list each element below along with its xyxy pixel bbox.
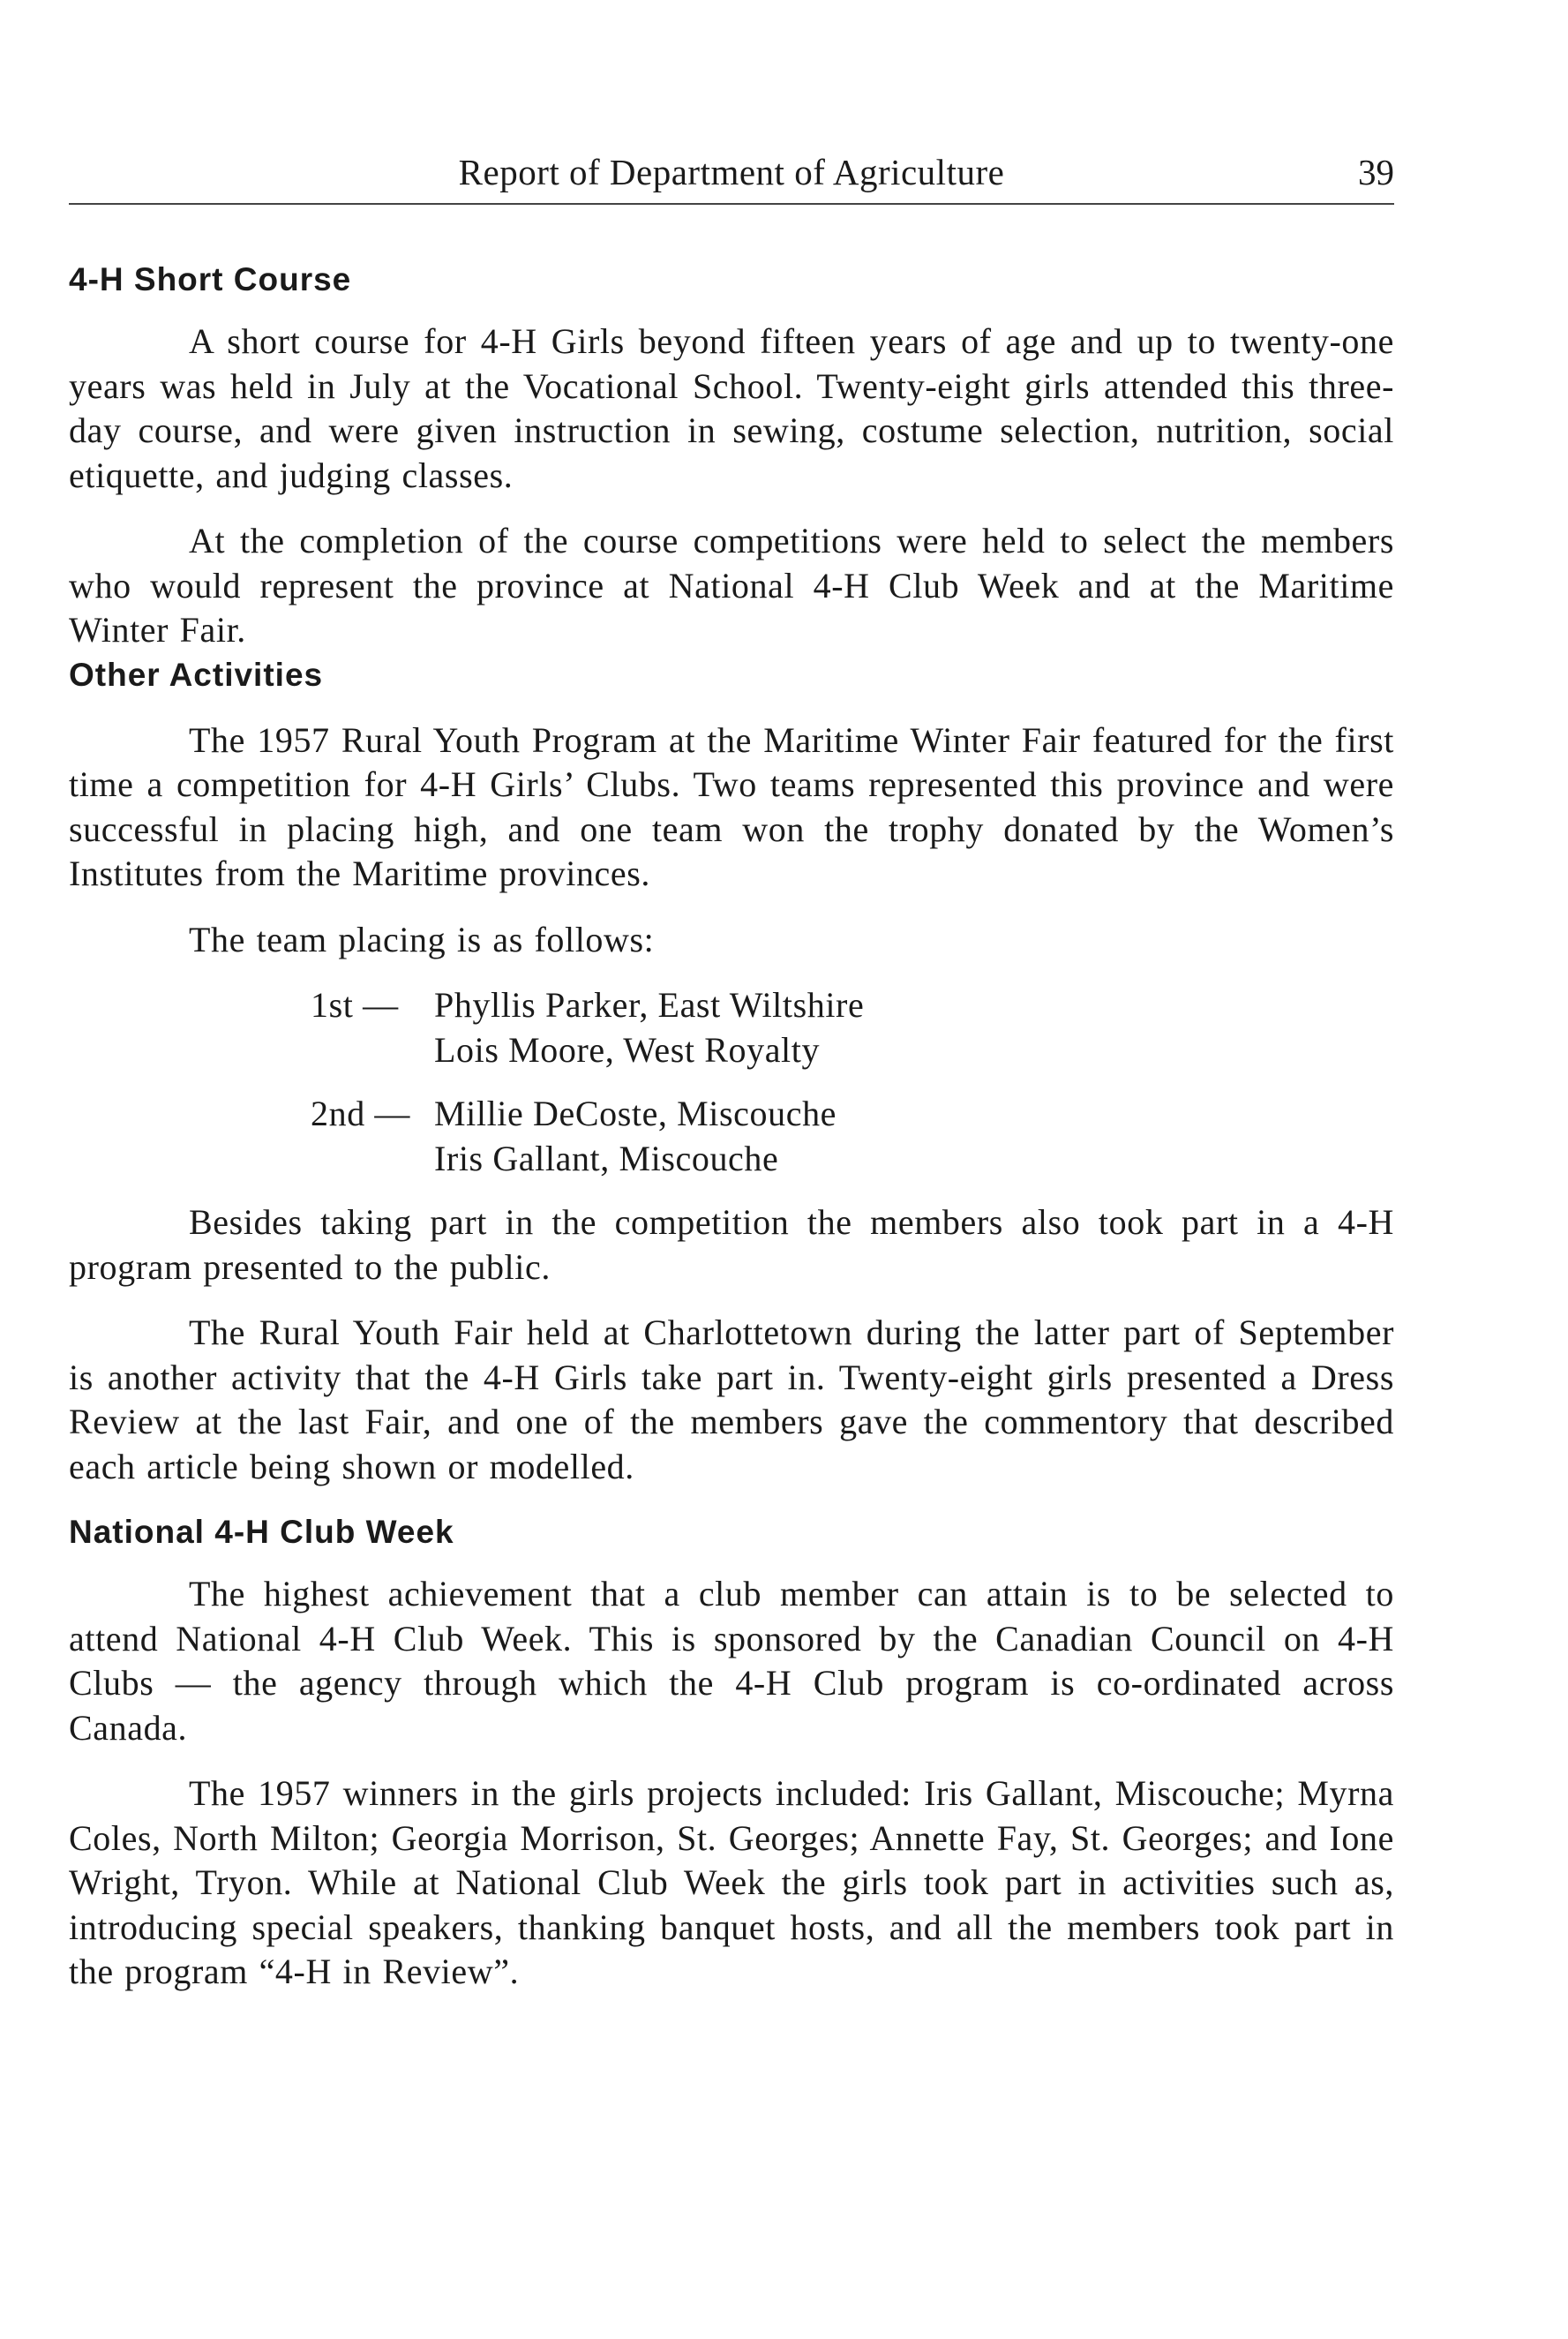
paragraph: A short course for 4-H Girls beyond fifteen years of age and up to twenty-one years was held in July at the Vocational School. Twenty-eight girls attended this three-day course, and were given instruction in sewing, costume selection, nutrition, social etiquette, and judging classes. xyxy=(69,321,1394,495)
paragraph: The team placing is as follows: xyxy=(189,919,655,959)
paragraph: The 1957 Rural Youth Program at the Maritime Winter Fair featured for the first time a competition for 4-H Girls’ Clubs. Two teams represented this province and were successful in placing high, and one team won the trophy donated by the Women’s Institutes from the Maritime provinces. xyxy=(69,719,1394,893)
placing-names xyxy=(434,983,864,1072)
paragraph: The highest achievement that a club member can attain is to be selected to attend National 4-H Club Week. This is sponsored by the Canadian Council on 4-H Clubs — the agency through which the 4-H Club program is co-ordinated across Canada. xyxy=(69,1574,1394,1748)
placing-rank: 1st — xyxy=(311,985,399,1025)
section-heading-other-activities: Other Activities xyxy=(69,656,324,693)
paragraph: The Rural Youth Fair held at Charlottetown during the latter part of September is another activity that the 4-H Girls take part in. Twenty-eight girls presented a Dress Review at the last Fair, and one of the members gave the commentory that described each article being shown or modelled. xyxy=(69,1312,1394,1486)
running-title: Report of Department of Agriculture xyxy=(458,152,1005,192)
placing-rank: 2nd — xyxy=(311,1094,410,1133)
placing-name: Iris Gallant, Miscouche xyxy=(434,1138,779,1178)
placing-name: Phyllis Parker, East Wiltshire xyxy=(434,985,865,1025)
page-number: 39 xyxy=(1358,152,1394,192)
team-placings xyxy=(69,983,1394,1181)
placing-name: Lois Moore, West Royalty xyxy=(434,1029,821,1070)
placing-name: Millie DeCoste, Miscouche xyxy=(434,1094,837,1133)
document-page xyxy=(69,150,1394,2016)
placing-first xyxy=(311,983,1394,1072)
section-heading-national-club-week: National 4-H Club Week xyxy=(69,1514,454,1550)
placing-second xyxy=(311,1092,1394,1181)
placing-names xyxy=(434,1092,837,1181)
section-heading-short-course: 4-H Short Course xyxy=(69,261,352,297)
paragraph: At the completion of the course competitions were held to select the members who would represent the province at National 4-H Club Week and at the Maritime Winter Fair. xyxy=(69,521,1394,650)
paragraph: Besides taking part in the competition the members also took part in a 4-H program presented to the public. xyxy=(69,1202,1394,1287)
paragraph-winners: The 1957 winners in the girls projects included: Iris Gallant, Miscouche; Myrna Coles, North Milton; Georgia Morrison, St. Georges; Annette Fay, St. Georges; and Ione Wright, Tryon. While at National Club Week the girls took part in activities such as, introducing special speakers, thanking banquet hosts, and all the members took part in the program “4-H in Review”. xyxy=(69,1773,1394,1991)
running-header xyxy=(69,150,1394,205)
